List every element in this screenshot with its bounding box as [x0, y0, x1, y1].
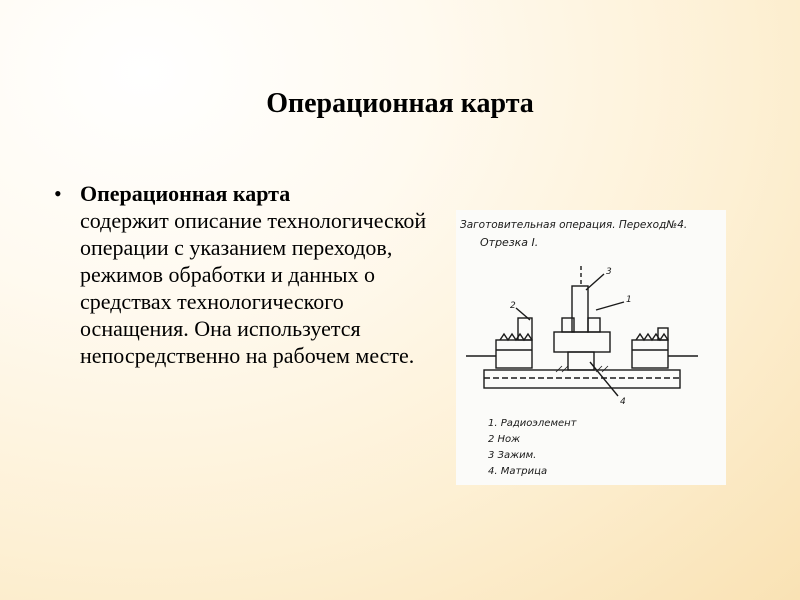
legend-item: 1. Радиоэлемент: [488, 418, 577, 429]
operation-diagram-figure: [456, 210, 726, 485]
callout-1: 1: [626, 295, 632, 305]
diagram-header-line2: Отрезка I.: [480, 236, 539, 249]
bullet-list: [54, 180, 434, 369]
diagram-header-line1: Заготовительная операция. Переход№4.: [460, 219, 688, 231]
right-clamp: [632, 340, 668, 368]
callout-2: 2: [510, 301, 516, 311]
bullet-item: [54, 180, 434, 369]
left-spring: [500, 334, 532, 340]
callout-3: 3: [606, 267, 612, 277]
callout-4: 4: [620, 397, 626, 407]
operation-diagram: [456, 210, 726, 485]
right-spring: [636, 334, 668, 340]
diagram-legend: [488, 418, 578, 477]
left-clamp: [496, 340, 532, 368]
base-hatching: [556, 366, 608, 372]
legend-item: 4. Матрица: [488, 466, 548, 477]
legend-item: 2 Нож: [488, 434, 521, 445]
bullet-strong-text: Операционная карта: [80, 181, 291, 206]
bullet-dot-icon: •: [54, 181, 62, 206]
diagram-drawing: [466, 266, 698, 396]
bullet-body-text: содержит описание технологической операции с указанием переходов, режимов обработки и данных о средствах технологического оснащения. Она используется непосредственно на рабочем месте.: [80, 208, 427, 368]
legend-item: 3 Зажим.: [488, 450, 537, 461]
base-plate: [484, 370, 680, 388]
slide-title: Операционная карта: [266, 88, 534, 119]
matrix-die: [554, 332, 610, 352]
